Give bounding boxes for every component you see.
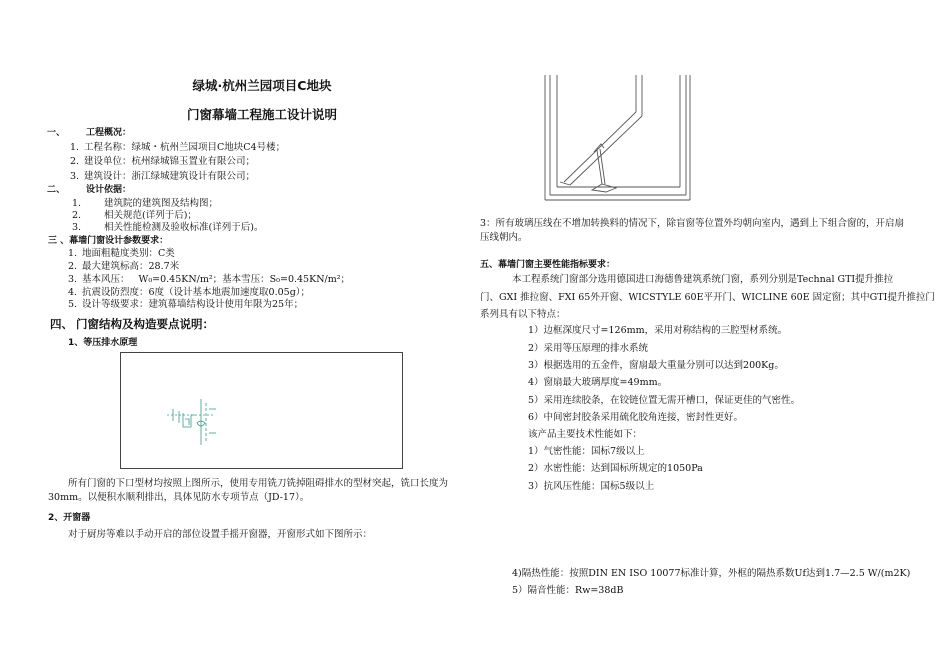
section-4-number: 四、	[50, 317, 73, 331]
drainage-paragraph-line-1: 所有门窗的下口型材均按照上图所示，使用专用铣刀铣掉阻碍排水的型材突起，铣口长度为	[68, 478, 449, 489]
document-subtitle: 门窗幕墙工程施工设计说明	[186, 107, 337, 122]
section-4-heading: 门窗结构及构造要点说明：	[76, 317, 214, 331]
drainage-profile-drawing	[121, 353, 402, 468]
performance-item-2: 2）水密性能：达到国标所规定的1050Pa	[528, 463, 703, 474]
section-2-item-1: 建筑院的建筑图及结构图；	[104, 198, 219, 209]
crank-window-figure	[540, 72, 695, 204]
feature-item-2: 2）采用等压原理的排水系统	[528, 343, 649, 354]
section-1-item-3-number: 3.	[70, 171, 80, 182]
section-3-item-5: 设计等级要求：建筑幕墙结构设计使用年限为25年；	[82, 299, 304, 310]
performance-item-1: 1）气密性能：国标7级以上	[528, 446, 645, 457]
performance-item-4: 4)隔热性能：按照DIN EN ISO 10077标准计算，外框的隔热系数Uf达到1.7—2.5 W/(m2K)	[512, 568, 911, 579]
feature-item-5: 5）采用连续胶条，在铰链位置无需开槽口，保证更佳的气密性。	[528, 395, 801, 406]
section-2-item-1-number: 1.	[72, 198, 82, 209]
section-2-item-3: 相关性能检测及验收标准(详列于后)。	[104, 222, 264, 233]
section-2-item-3-number: 3.	[72, 222, 82, 233]
section-5-heading: 五、幕墙门窗主要性能指标要求：	[480, 260, 616, 270]
section-3-heading: 三 、幕墙门窗设计参数要求：	[48, 236, 169, 246]
section-1-item-1: 工程名称：绿城・杭州兰园项目C地块C4号楼；	[84, 142, 286, 153]
section-3-item-3: 基本风压： W₀=0.45KN/m²；基本雪压：S₀=0.45KN/m²；	[82, 274, 351, 285]
section-3-item-4-number: 4.	[68, 287, 78, 298]
glazing-bead-note-line-2: 压线朝内。	[480, 232, 528, 243]
glazing-bead-note-line-1: 3：所有玻璃压线在不增加转换料的情况下，除盲窗等位置外均朝向室内，遇到上下组合窗的，开启扇	[480, 218, 905, 229]
section-3-item-1: 地面粗糙度类别：C类	[82, 248, 175, 259]
section-3-item-1-number: 1.	[68, 248, 78, 259]
section-1-heading: 工程概况：	[86, 128, 132, 138]
crank-window-drawing	[540, 72, 695, 204]
window-sash	[560, 75, 642, 185]
subsection-window-opener-heading: 2、开窗器	[48, 513, 91, 523]
performance-intro: 该产品主要技术性能如下：	[528, 429, 643, 440]
section-1-item-2-number: 2.	[70, 156, 80, 167]
performance-item-3: 3）抗风压性能：国标5级以上	[528, 481, 655, 492]
section-2-heading: 设计依据：	[86, 185, 132, 195]
section-3-item-3-number: 3.	[68, 274, 78, 285]
section-1-item-1-number: 1.	[70, 142, 80, 153]
section-3-item-2: 最大建筑标高：28.7米	[82, 261, 180, 272]
section-1-number: 一、	[47, 128, 66, 138]
performance-item-5: 5）隔音性能：Rw=38dB	[512, 585, 624, 596]
section-1-item-2: 建设单位：杭州绿城锦玉置业有限公司；	[84, 156, 256, 167]
drainage-principle-figure	[120, 352, 403, 469]
drainage-profile	[167, 399, 216, 445]
feature-item-6: 6）中间密封胶条采用硫化胶角连接，密封性更好。	[528, 412, 744, 423]
window-opener-paragraph: 对于厨房等难以手动开启的部位设置手摇开窗器，开窗形式如下图所示：	[68, 529, 373, 540]
section-1-item-3: 建筑设计：浙江绿城建筑设计有限公司；	[84, 171, 256, 182]
section-2-item-2: 相关规范(详列于后)；	[104, 210, 197, 221]
section-3-item-4: 抗震设防烈度：6度（设计基本地震加速度取0.05g）；	[82, 287, 311, 298]
window-frame	[545, 75, 690, 200]
drainage-paragraph-line-2: 30mm。以便积水顺利排出，具体见防水专项节点（JD-17）。	[48, 492, 310, 503]
subsection-drainage-heading: 1、等压排水原理	[68, 338, 138, 348]
feature-item-3: 3）根据选用的五金件，窗扇最大重量分别可以达到200Kg。	[528, 360, 784, 371]
document-title: 绿城·杭州兰园项目C地块	[192, 78, 332, 93]
section-5-intro-line-1: 本工程系统门窗部分选用德国进口海德鲁建筑系统门窗，系列分别是Technal GTI提升推拉	[512, 274, 894, 285]
section-5-intro-line-3: 系列具有以下特点：	[480, 309, 566, 320]
section-2-number: 二、	[47, 185, 66, 195]
section-2-item-2-number: 2.	[72, 210, 82, 221]
feature-item-4: 4）窗扇最大玻璃厚度=49mm。	[528, 377, 668, 388]
feature-item-1: 1）边框深度尺寸=126mm，采用对称结构的三腔型材系统。	[528, 325, 788, 336]
section-5-intro-line-2: 门、GXI 推拉窗、FXI 65外开窗、WICSTYLE 60E平开门、WICLINE 60E 固定窗；其中GTI提升推拉门	[480, 292, 935, 303]
section-3-item-2-number: 2.	[68, 261, 78, 272]
section-3-item-5-number: 5.	[68, 299, 78, 310]
